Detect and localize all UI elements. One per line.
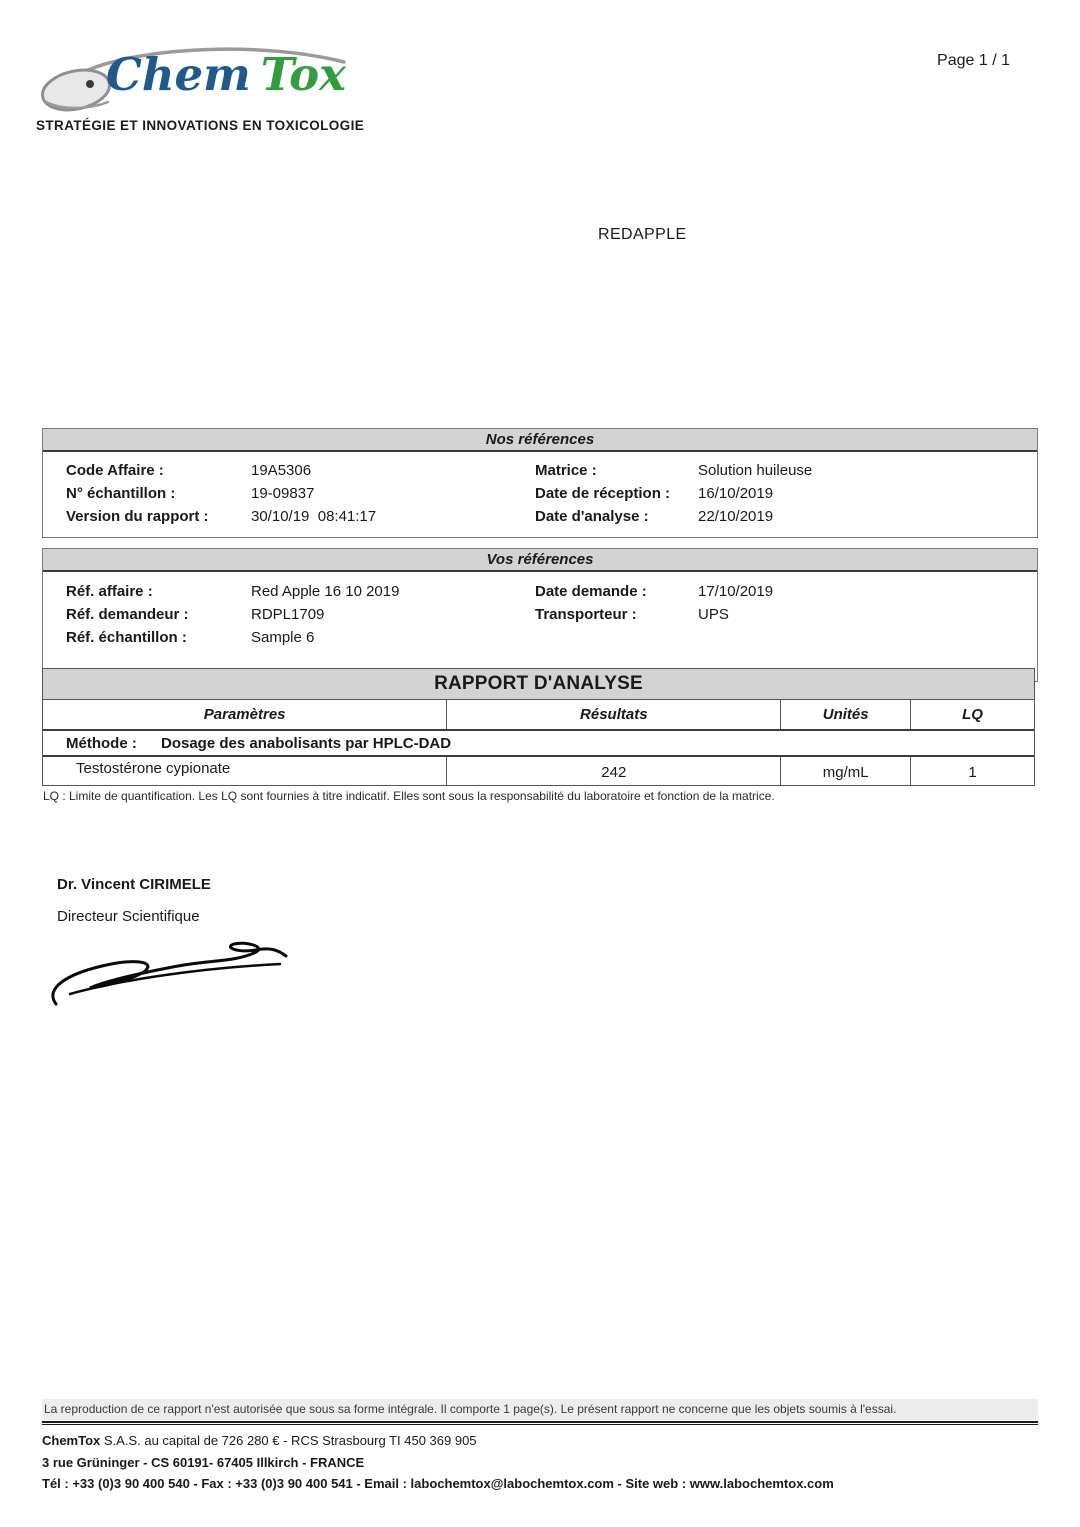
field-label: Réf. demandeur : [66, 606, 189, 623]
field-label: Version du rapport : [66, 508, 209, 525]
field-value: UPS [698, 606, 729, 623]
cell-parameter: Testostérone cypionate [43, 757, 447, 785]
company-registration-line [42, 1433, 477, 1448]
vos-references-section [42, 548, 1038, 682]
method-value: Dosage des anabolisants par HPLC-DAD [161, 735, 452, 752]
logo-tagline: STRATÉGIE ET INNOVATIONS EN TOXICOLOGIE [36, 118, 365, 133]
field-ref-demandeur [43, 603, 535, 626]
field-value: 19A5306 [251, 462, 312, 479]
lq-footnote: LQ : Limite de quantification. Les LQ sont fournies à titre indicatif. Elles sont sous la responsabilité du laboratoire et fonction de la matrice. [43, 789, 775, 803]
field-label: N° échantillon : [66, 485, 176, 502]
signatory-title: Directeur Scientifique [57, 908, 200, 925]
table-row [43, 757, 1034, 785]
field-label: Réf. affaire : [66, 583, 153, 600]
nos-references-title: Nos références [43, 429, 1037, 452]
nos-references-body [43, 452, 1037, 537]
field-ref-affaire [43, 580, 535, 603]
field-value: Red Apple 16 10 2019 [251, 583, 400, 600]
column-header-parametres: Paramètres [43, 700, 447, 729]
logo-word-tox: Tox [260, 48, 346, 101]
field-matrice [535, 459, 1037, 482]
field-value: 22/10/2019 [698, 508, 774, 525]
field-version-rapport [43, 505, 535, 528]
nos-references-left-column [43, 459, 535, 528]
column-header-lq: LQ [962, 706, 983, 723]
company-name: ChemTox [42, 1433, 101, 1448]
field-date-reception [535, 482, 1037, 505]
column-header-unites: Unités [781, 700, 911, 729]
field-value: 16/10/2019 [698, 485, 774, 502]
field-value: 19-09837 [251, 485, 315, 502]
field-value: Sample 6 [251, 629, 315, 646]
nos-references-section [42, 428, 1038, 538]
field-date-analyse [535, 505, 1037, 528]
reproduction-notice: La reproduction de ce rapport n'est autorisée que sous sa forme intégrale. Il comporte 1 page(s). Le présent rapport ne concerne que les objets soumis à l'essai. [42, 1399, 1038, 1420]
field-label: Code Affaire : [66, 462, 164, 479]
cell-lq: 1 [968, 764, 977, 781]
nos-references-right-column [535, 459, 1037, 528]
field-transporteur [535, 603, 1037, 626]
company-contact-line: Tél : +33 (0)3 90 400 540 - Fax : +33 (0)3 90 400 541 - Email : labochemtox@labochemtox.com - Site web : www.labochemtox.com [42, 1476, 834, 1491]
field-label: Date demande : [535, 583, 647, 600]
field-label: Date de réception : [535, 485, 671, 502]
vos-references-left-column [43, 580, 535, 649]
footer-divider [42, 1421, 1038, 1425]
field-value: 17/10/2019 [698, 583, 774, 600]
logo-word-chem: Chem [106, 48, 251, 101]
logo-art [36, 40, 366, 114]
field-label: Date d'analyse : [535, 508, 649, 525]
cell-unit: mg/mL [781, 757, 911, 785]
analysis-report-table [42, 668, 1035, 786]
field-label: Réf. échantillon : [66, 629, 187, 646]
company-address-line: 3 rue Grüninger - CS 60191- 67405 Illkirch - FRANCE [42, 1455, 365, 1470]
recipient-name: REDAPPLE [598, 226, 687, 243]
logo-wordmark [106, 48, 346, 101]
field-value: 30/10/19 08:41:17 [251, 508, 377, 525]
field-num-echantillon [43, 482, 535, 505]
page-number-label: Page 1 / 1 [937, 52, 1010, 69]
field-value: RDPL1709 [251, 606, 325, 623]
analysis-report-title: RAPPORT D'ANALYSE [43, 669, 1034, 700]
company-registration: S.A.S. au capital de 726 280 € - RCS Strasbourg TI 450 369 905 [100, 1433, 477, 1448]
method-label: Méthode : [66, 735, 137, 752]
signature-scribble [50, 916, 290, 1011]
field-date-demande [535, 580, 1037, 603]
signatory-name: Dr. Vincent CIRIMELE [57, 876, 211, 893]
vos-references-body [43, 572, 1037, 681]
field-ref-echantillon [43, 626, 535, 649]
analysis-report-column-headers [43, 700, 1034, 731]
cell-result: 242 [447, 757, 781, 785]
vos-references-right-column [535, 580, 1037, 649]
chemtox-logo [36, 40, 366, 133]
field-code-affaire [43, 459, 535, 482]
method-row [43, 731, 1034, 757]
field-value: Solution huileuse [698, 462, 813, 479]
field-label: Matrice : [535, 462, 597, 479]
field-label: Transporteur : [535, 606, 637, 623]
column-header-resultats: Résultats [447, 700, 781, 729]
vos-references-title: Vos références [43, 549, 1037, 572]
